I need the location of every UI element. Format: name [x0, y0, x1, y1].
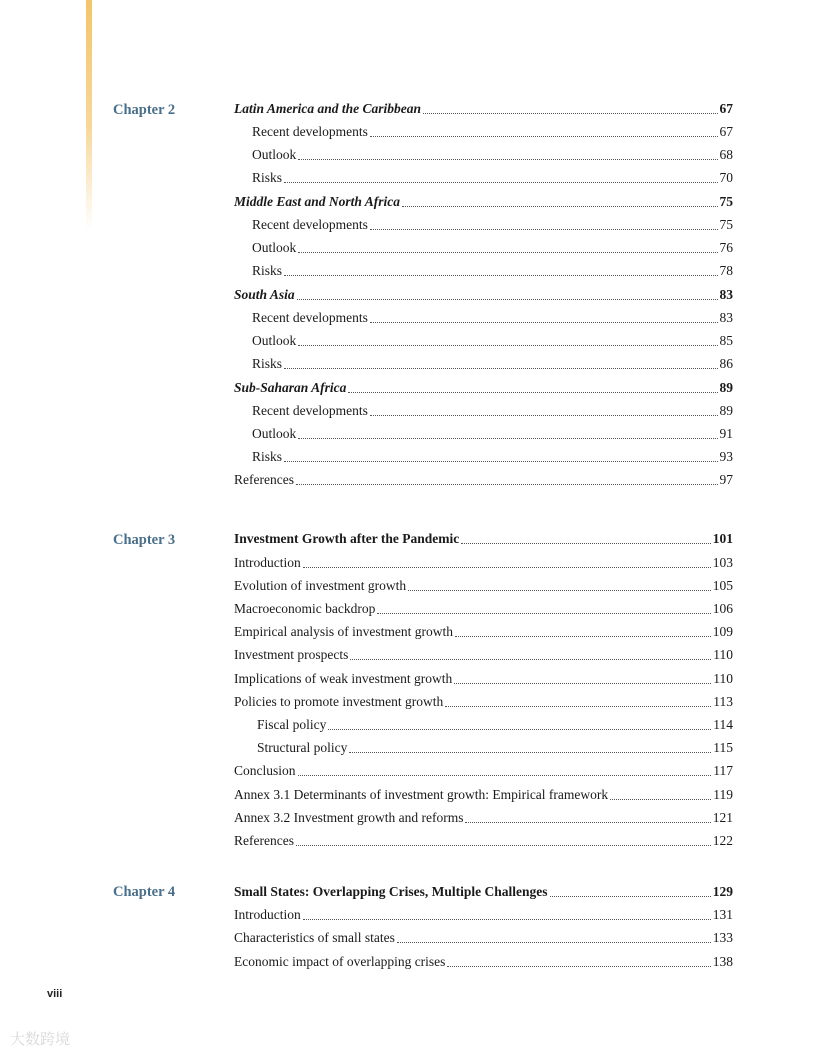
leader-dots [402, 206, 717, 207]
toc-entry-title: Annex 3.1 Determinants of investment growth: Empirical framework [234, 787, 609, 802]
toc-entry-page: 103 [712, 555, 733, 570]
toc-entry-recent-developments[interactable] [252, 216, 733, 234]
toc-entry-outlook[interactable] [252, 425, 733, 443]
toc-entry-title: Macroeconomic backdrop [234, 601, 376, 616]
toc-entry-sub-saharan-africa[interactable] [234, 379, 733, 397]
toc-entry-implications[interactable] [234, 670, 733, 688]
toc-entry-page: 89 [719, 380, 733, 395]
toc-entry-title: Outlook [252, 147, 297, 162]
leader-dots [296, 484, 718, 485]
toc-entry-page: 133 [712, 930, 733, 945]
toc-entry-title: Recent developments [252, 310, 368, 325]
toc-entry-economic-impact[interactable] [234, 953, 733, 971]
toc-entry-title: Characteristics of small states [234, 930, 395, 945]
toc-entry-page: 119 [713, 787, 733, 802]
leader-dots [298, 775, 712, 776]
toc-entry-title: Fiscal policy [257, 717, 327, 732]
toc-entry-title: Policies to promote investment growth [234, 694, 444, 709]
leader-dots [298, 345, 717, 346]
page-number: viii [47, 988, 63, 1000]
toc-entry-macro-backdrop[interactable] [234, 600, 733, 618]
leader-dots [348, 392, 717, 393]
toc-entry-page: 93 [719, 449, 733, 464]
chapter-2-label: Chapter 2 [113, 102, 176, 118]
leader-dots [454, 683, 711, 684]
decorative-accent-bar [86, 0, 92, 230]
toc-entry-risks[interactable] [252, 169, 733, 187]
toc-entry-outlook[interactable] [252, 146, 733, 164]
leader-dots [423, 113, 717, 114]
leader-dots [610, 799, 711, 800]
toc-entry-page: 110 [713, 671, 733, 686]
leader-dots [298, 159, 717, 160]
toc-entry-references[interactable] [234, 471, 733, 489]
leader-dots [408, 590, 711, 591]
leader-dots [303, 919, 711, 920]
toc-entry-page: 78 [719, 263, 733, 278]
toc-entry-page: 97 [719, 472, 733, 487]
toc-entry-page: 121 [712, 810, 733, 825]
toc-entry-title: Outlook [252, 333, 297, 348]
toc-entry-title: Risks [252, 449, 283, 464]
leader-dots [298, 438, 717, 439]
toc-entry-title: South Asia [234, 287, 295, 302]
leader-dots [284, 368, 717, 369]
toc-entry-recent-developments[interactable] [252, 123, 733, 141]
toc-entry-title: Recent developments [252, 124, 368, 139]
toc-entry-title: Recent developments [252, 217, 368, 232]
toc-entry-recent-developments[interactable] [252, 402, 733, 420]
toc-entry-title: Risks [252, 170, 283, 185]
toc-entry-page: 109 [712, 624, 733, 639]
leader-dots [349, 752, 711, 753]
toc-entry-introduction[interactable] [234, 554, 733, 572]
toc-entry-empirical-analysis[interactable] [234, 623, 733, 641]
toc-entry-page: 114 [713, 717, 733, 732]
toc-entry-page: 67 [719, 124, 733, 139]
toc-entry-risks[interactable] [252, 262, 733, 280]
toc-entry-evolution[interactable] [234, 577, 733, 595]
toc-entry-page: 138 [712, 954, 733, 969]
toc-entry-page: 131 [712, 907, 733, 922]
toc-entry-page: 115 [713, 740, 733, 755]
toc-entry-title: Outlook [252, 426, 297, 441]
toc-entry-page: 85 [719, 333, 733, 348]
toc-entry-title: Latin America and the Caribbean [234, 101, 422, 116]
toc-entry-risks[interactable] [252, 355, 733, 373]
toc-entry-title: Middle East and North Africa [234, 194, 401, 209]
leader-dots [465, 822, 710, 823]
toc-entry-introduction[interactable] [234, 906, 733, 924]
toc-entry-page: 105 [712, 578, 733, 593]
toc-entry-title: Outlook [252, 240, 297, 255]
toc-entry-annex-3-2[interactable] [234, 809, 733, 827]
toc-entry-title: Investment prospects [234, 647, 349, 662]
toc-entry-south-asia[interactable] [234, 286, 733, 304]
toc-entry-title: Investment Growth after the Pandemic [234, 531, 460, 546]
toc-entry-outlook[interactable] [252, 332, 733, 350]
toc-entry-page: 117 [713, 763, 733, 778]
toc-entry-recent-developments[interactable] [252, 309, 733, 327]
toc-entry-title: Annex 3.2 Investment growth and reforms [234, 810, 464, 825]
leader-dots [397, 942, 711, 943]
leader-dots [328, 729, 711, 730]
toc-entry-title: Structural policy [257, 740, 348, 755]
toc-entry-title: References [234, 833, 294, 848]
toc-entry-title: Small States: Overlapping Crises, Multiple Challenges [234, 884, 548, 899]
toc-entry-title: Introduction [234, 907, 301, 922]
leader-dots [445, 706, 711, 707]
leader-dots [550, 896, 711, 897]
toc-entry-page: 91 [719, 426, 733, 441]
toc-entry-annex-3-1[interactable] [234, 786, 733, 804]
toc-entry-title: Introduction [234, 555, 301, 570]
toc-entry-page: 129 [712, 884, 733, 899]
toc-entry-investment-growth[interactable] [234, 530, 733, 548]
toc-entry-structural-policy[interactable] [257, 739, 733, 757]
toc-entry-page: 76 [719, 240, 733, 255]
toc-entry-page: 113 [713, 694, 733, 709]
toc-entry-characteristics[interactable] [234, 929, 733, 947]
leader-dots [298, 252, 717, 253]
leader-dots [461, 543, 711, 544]
toc-entry-page: 83 [719, 310, 733, 325]
toc-entry-page: 110 [713, 647, 733, 662]
toc-entry-page: 75 [719, 217, 733, 232]
toc-entry-latin-america[interactable] [234, 100, 733, 118]
leader-dots [370, 229, 718, 230]
toc-entry-fiscal-policy[interactable] [257, 716, 733, 734]
toc-entry-title: Risks [252, 263, 283, 278]
toc-entry-small-states[interactable] [234, 883, 733, 901]
leader-dots [284, 461, 717, 462]
leader-dots [297, 299, 718, 300]
chapter-4-label: Chapter 4 [113, 884, 176, 900]
toc-entry-middle-east[interactable] [234, 193, 733, 211]
toc-entry-page: 106 [712, 601, 733, 616]
leader-dots [284, 275, 717, 276]
toc-entry-references[interactable] [234, 832, 733, 850]
toc-entry-title: Sub-Saharan Africa [234, 380, 347, 395]
toc-entry-page: 75 [719, 194, 733, 209]
leader-dots [296, 845, 711, 846]
toc-entry-page: 89 [719, 403, 733, 418]
toc-entry-policies[interactable] [234, 693, 733, 711]
toc-entry-risks[interactable] [252, 448, 733, 466]
toc-entry-title: Implications of weak investment growth [234, 671, 453, 686]
toc-entry-page: 68 [719, 147, 733, 162]
toc-entry-title: Conclusion [234, 763, 296, 778]
leader-dots [447, 966, 710, 967]
toc-entry-title: Empirical analysis of investment growth [234, 624, 453, 639]
leader-dots [303, 567, 711, 568]
leader-dots [284, 182, 717, 183]
leader-dots [370, 322, 718, 323]
toc-entry-page: 101 [712, 531, 733, 546]
leader-dots [350, 659, 711, 660]
toc-entry-investment-prospects[interactable] [234, 646, 733, 664]
toc-entry-page: 86 [719, 356, 733, 371]
toc-entry-conclusion[interactable] [234, 762, 733, 780]
leader-dots [377, 613, 710, 614]
chapter-3-label: Chapter 3 [113, 532, 176, 548]
leader-dots [370, 136, 718, 137]
leader-dots [370, 415, 718, 416]
watermark: 大数跨境 [10, 1030, 71, 1048]
toc-entry-outlook[interactable] [252, 239, 733, 257]
toc-entry-title: Evolution of investment growth [234, 578, 407, 593]
toc-entry-page: 70 [719, 170, 733, 185]
toc-entry-title: References [234, 472, 294, 487]
toc-entry-title: Recent developments [252, 403, 368, 418]
leader-dots [455, 636, 711, 637]
toc-entry-page: 67 [719, 101, 733, 116]
toc-entry-page: 122 [712, 833, 733, 848]
toc-entry-title: Risks [252, 356, 283, 371]
toc-entry-title: Economic impact of overlapping crises [234, 954, 446, 969]
toc-entry-page: 83 [719, 287, 733, 302]
